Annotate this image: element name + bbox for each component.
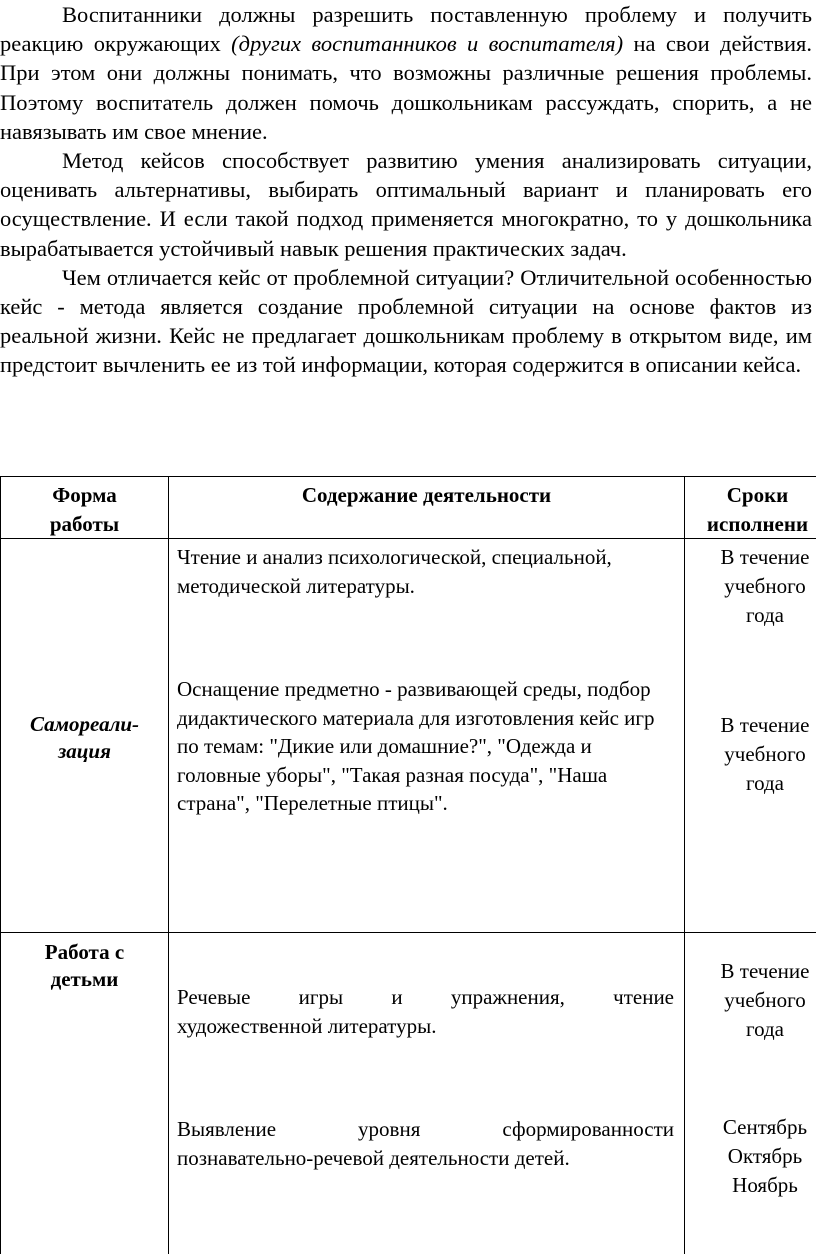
term-line: учебного (724, 574, 806, 598)
header-form-line1: Форма (52, 483, 117, 507)
table-row (1, 539, 816, 933)
work-plan-table (0, 476, 816, 1254)
intro-p1-before: Воспитанники должны разрешить поставленную проблему и получить реакцию окружающих (0, 2, 812, 57)
term-item (685, 1113, 816, 1200)
intro-paragraph-2: Метод кейсов способствует развитию умения анализировать ситуации, оценивать альтернативы, выбирать оптимальный вариант и планировать его осуществление. И если такой подход применяется многократно, то у дошкольника вырабатывается устойчивый навык решения практических задач. (0, 148, 812, 261)
term-line: учебного (724, 988, 806, 1012)
table-header-row (1, 477, 816, 539)
form-label-line2: зация (58, 739, 111, 763)
intro-paragraph-3: Чем отличается кейс от проблемной ситуации? Отличительной особенностью кейс - метода является создание проблемной ситуации на основе фактов из реальной жизни. Кейс не предлагает дошкольникам проблему в открытом виде, им предстоит вычленить ее из той информации, которая содержится в описании кейса. (0, 264, 812, 378)
term-line: учебного (724, 742, 806, 766)
intro-text (0, 0, 812, 380)
content-line: Выявление уровня сформированности (177, 1117, 674, 1141)
content-item (177, 983, 674, 1040)
term-line: В течение (720, 713, 810, 737)
form-cell-self-realization (1, 539, 169, 933)
header-content (169, 477, 685, 539)
header-term (685, 477, 816, 539)
content-item: Чтение и анализ психологической, специальной, методической литературы. (177, 545, 612, 598)
term-line: года (746, 771, 784, 795)
term-cell (685, 539, 816, 933)
table-row (1, 933, 816, 1254)
term-item (685, 711, 816, 798)
content-line: познавательно-речевой деятельности детей. (177, 1145, 570, 1170)
intro-p1-italic: (других воспитанников и воспитателя) (231, 31, 624, 57)
term-line: В течение (720, 545, 810, 569)
form-label-line2: детьми (50, 967, 119, 991)
form-cell-work-with-children (1, 933, 169, 1254)
term-line: В течение (720, 959, 810, 983)
term-line: Ноябрь (732, 1173, 798, 1197)
header-form-line2: работы (49, 511, 120, 536)
term-cell (685, 933, 816, 1254)
header-content-label: Содержание деятельности (301, 483, 552, 507)
content-item (177, 1115, 674, 1172)
form-label-line1: Работа с (44, 940, 125, 964)
header-term-line1: Сроки (726, 483, 789, 507)
form-label-line1: Самореали- (29, 712, 140, 736)
intro-p1-after: на свои действия. При этом они должны понимать, что возможны различные решения проблемы. Поэтому воспитатель должен помочь дошкольникам рассуждать, спорить, а не навязывать им свое мнение. (0, 31, 812, 144)
content-item: Оснащение предметно - развивающей среды, подбор дидактического материала для изготовления кейс игр по темам: "Дикие или домашние?", "Одежда и головные уборы", "Такая разная посуда", "Наша страна", "Перелетные птицы". (177, 677, 655, 815)
header-term-line2: исполнени (706, 511, 809, 536)
intro-paragraph-1 (0, 0, 812, 146)
content-line: Речевые игры и упражнения, чтение (177, 985, 674, 1009)
term-line: года (746, 603, 784, 627)
content-cell (169, 539, 685, 933)
term-item (685, 957, 816, 1044)
content-line: художественной литературы. (177, 1013, 437, 1038)
header-form (1, 477, 169, 539)
term-item (685, 543, 816, 630)
term-line: года (746, 1017, 784, 1041)
term-line: Сентябрь (722, 1115, 808, 1139)
term-line: Октябрь (727, 1144, 803, 1168)
content-cell (169, 933, 685, 1254)
